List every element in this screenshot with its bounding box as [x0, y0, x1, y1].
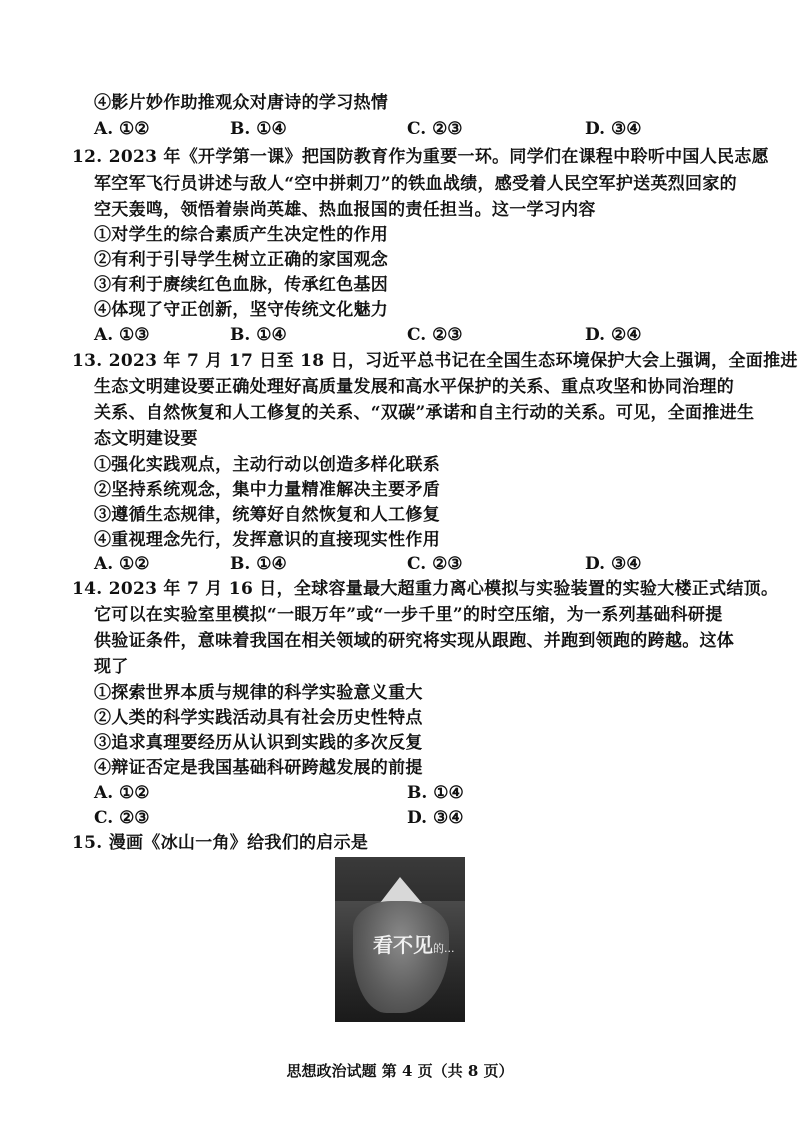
- iceberg-caption-tail: 的...: [433, 942, 455, 955]
- q13-statement-3: ③遵循生态规律，统筹好自然恢复和人工修复: [94, 505, 440, 525]
- q14-stem-line-3: 供验证条件，意味着我国在相关领域的研究将实现从跟跑、并跑到领跑的跨越。这体: [94, 631, 735, 651]
- q12-option-b: B. ①④: [230, 325, 287, 345]
- q12-option-a: A. ①③: [94, 325, 150, 345]
- q12-statement-4: ④体现了守正创新，坚守传统文化魅力: [94, 300, 389, 320]
- q14-option-c: C. ②③: [94, 808, 150, 828]
- q13-option-b: B. ①④: [230, 554, 287, 574]
- q11-statement-4: ④影片妙作助推观众对唐诗的学习热情: [94, 93, 389, 113]
- page-footer: 思想政治试题 第 4 页（共 8 页）: [286, 1062, 514, 1080]
- q13-stem-line-2: 生态文明建设要正确处理好高质量发展和高水平保护的关系、重点攻坚和协同治理的: [94, 377, 735, 397]
- q11-option-b: B. ①④: [230, 119, 287, 139]
- q12-stem-line-3: 空天轰鸣，领悟着崇尚英雄、热血报国的责任担当。这一学习内容: [94, 200, 596, 220]
- q13-stem-line-4: 态文明建设要: [94, 429, 198, 449]
- q13-option-a: A. ①②: [94, 554, 150, 574]
- q14-stem-line-1: 14. 2023 年 7 月 16 日，全球容量最大超重力离心模拟与实验装置的实验大楼正式结顶。: [72, 579, 779, 599]
- q14-statement-3: ③追求真理要经历从认识到实践的多次反复: [94, 733, 423, 753]
- q13-stem-line-1: 13. 2023 年 7 月 17 日至 18 日，习近平总书记在全国生态环境保护大会上强调，全面推进: [72, 351, 798, 371]
- iceberg-tip: [380, 877, 422, 903]
- q11-option-a: A. ①②: [94, 119, 150, 139]
- q15-stem: 15. 漫画《冰山一角》给我们的启示是: [72, 833, 369, 853]
- q13-statement-2: ②坚持系统观念，集中力量精准解决主要矛盾: [94, 480, 440, 500]
- q14-stem-line-2: 它可以在实验室里模拟“一眼万年”或“一步千里”的时空压缩，为一系列基础科研提: [94, 605, 723, 625]
- q13-option-d: D. ③④: [585, 554, 642, 574]
- q12-statement-1: ①对学生的综合素质产生决定性的作用: [94, 225, 389, 245]
- q14-option-d: D. ③④: [407, 808, 464, 828]
- iceberg-caption-main: 看不见: [373, 933, 433, 957]
- q14-option-b: B. ①④: [407, 783, 464, 803]
- q12-statement-3: ③有利于赓续红色血脉，传承红色基因: [94, 275, 389, 295]
- q14-statement-4: ④辩证否定是我国基础科研跨越发展的前提: [94, 758, 423, 778]
- q12-stem-line-2: 军空军飞行员讲述与敌人“空中拼刺刀”的铁血战绩，感受着人民空军护送英烈回家的: [94, 174, 737, 194]
- q12-stem-line-1: 12. 2023 年《开学第一课》把国防教育作为重要一环。同学们在课程中聆听中国人民志愿: [72, 147, 769, 167]
- q12-option-d: D. ②④: [585, 325, 642, 345]
- q13-statement-1: ①强化实践观点，主动行动以创造多样化联系: [94, 455, 440, 475]
- q12-option-c: C. ②③: [407, 325, 463, 345]
- q13-option-c: C. ②③: [407, 554, 463, 574]
- q14-statement-2: ②人类的科学实践活动具有社会历史性特点: [94, 708, 423, 728]
- q13-statement-4: ④重视理念先行，发挥意识的直接现实性作用: [94, 530, 440, 550]
- q14-option-a: A. ①②: [94, 783, 150, 803]
- q13-stem-line-3: 关系、自然恢复和人工修复的关系、“双碳”承诺和自主行动的关系。可见，全面推进生: [94, 403, 755, 423]
- q11-option-c: C. ②③: [407, 119, 463, 139]
- q14-statement-1: ①探索世界本质与规律的科学实验意义重大: [94, 683, 423, 703]
- q12-statement-2: ②有利于引导学生树立正确的家国观念: [94, 250, 389, 270]
- iceberg-caption: [373, 929, 455, 958]
- q14-stem-line-4: 现了: [94, 657, 129, 677]
- q11-option-d: D. ③④: [585, 119, 642, 139]
- iceberg-cartoon-image: [335, 857, 465, 1022]
